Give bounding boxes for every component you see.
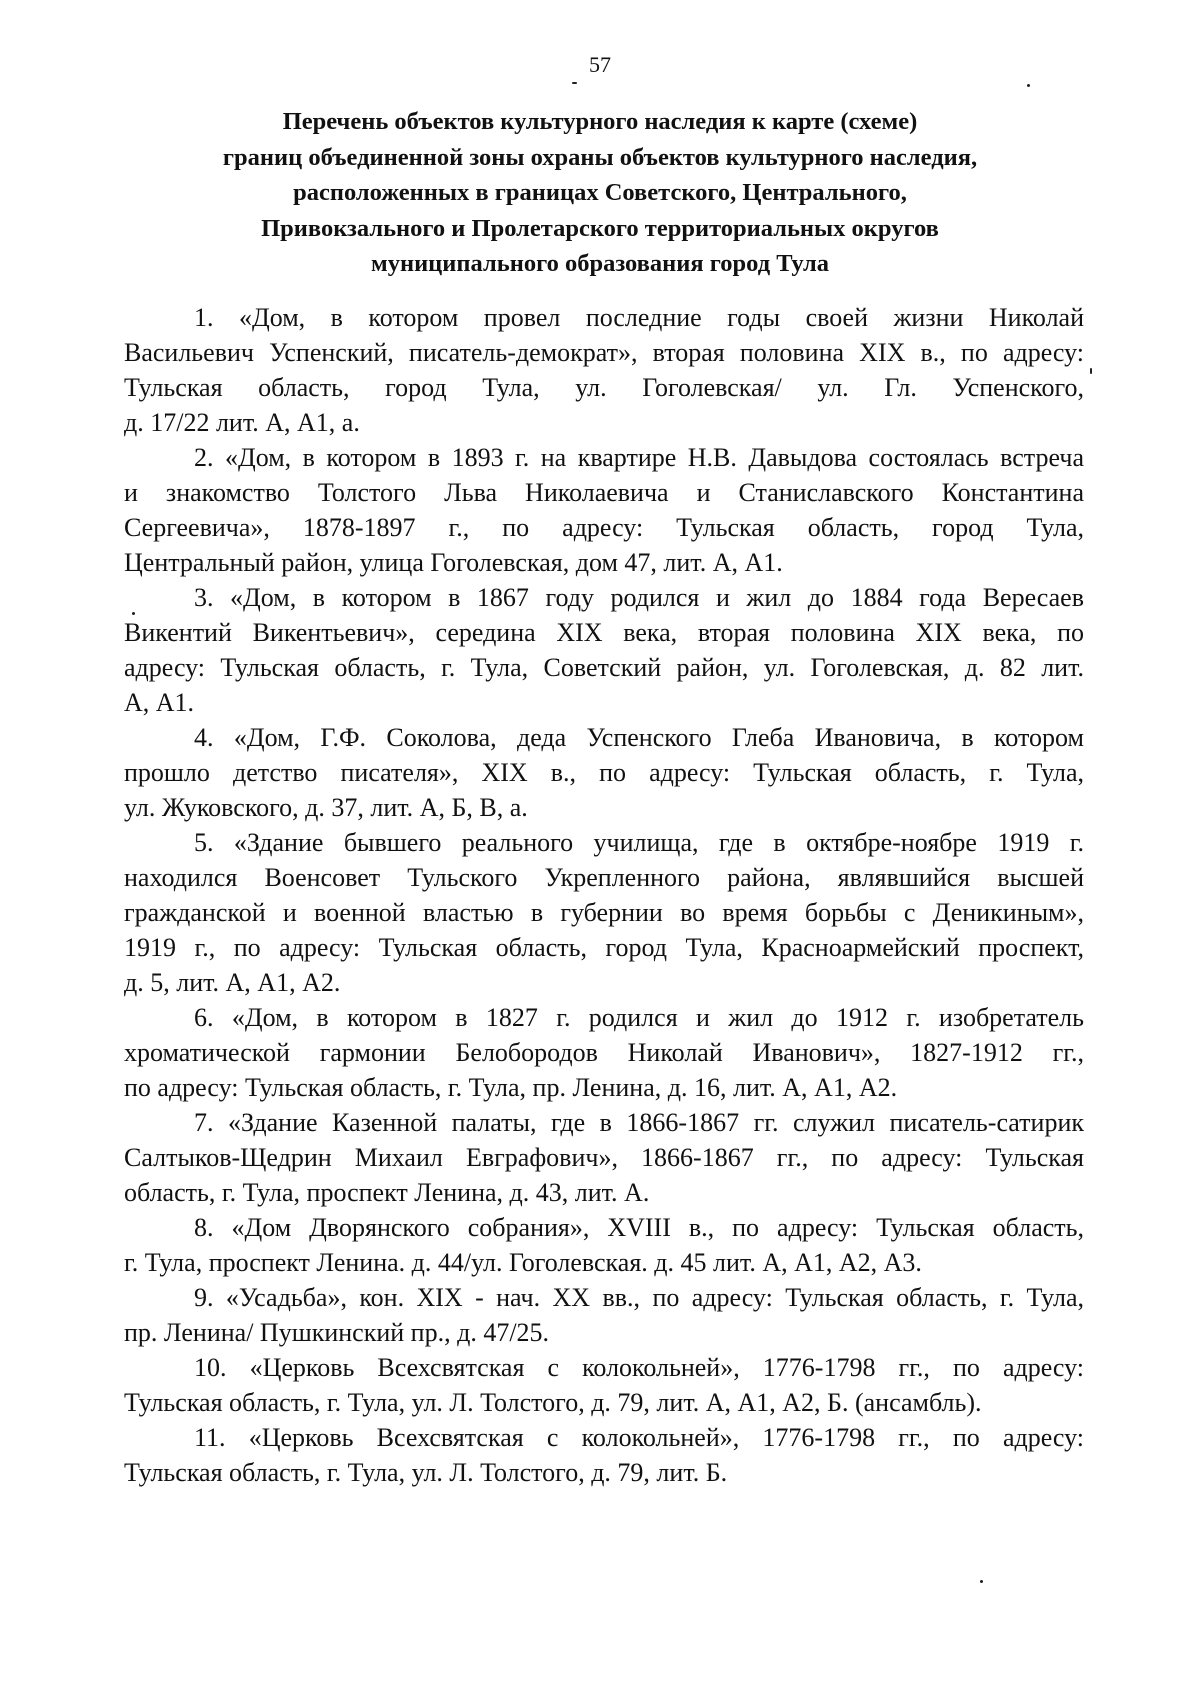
item-line: Салтыков-Щедрин Михаил Евграфович», 1866-1867 гг., по адресу: Тульская	[124, 1143, 1084, 1172]
item-line: 1919 г., по адресу: Тульская область, город Тула, Красноармейский проспект,	[124, 933, 1084, 962]
item-line: находился Военсовет Тульского Укрепленного района, являвшийся высшей	[124, 863, 1084, 892]
item-line: 10. «Церковь Всехсвятская с колокольней», 1776-1798 гг., по адресу:	[194, 1353, 1084, 1382]
item-line: 6. «Дом, в котором в 1827 г. родился и жил до 1912 г. изобретатель	[194, 1003, 1084, 1032]
item-line: прошло детство писателя», XIX в., по адресу: Тульская область, г. Тула,	[124, 758, 1084, 787]
item-line: по адресу: Тульская область, г. Тула, пр. Ленина, д. 16, лит. А, А1, А2.	[124, 1073, 898, 1102]
list-item	[124, 1105, 1084, 1210]
list-item	[124, 1350, 1084, 1420]
item-line: 1. «Дом, в котором провел последние годы своей жизни Николай	[194, 303, 1084, 332]
item-line: адресу: Тульская область, г. Тула, Советский район, ул. Гоголевская, д. 82 лит.	[124, 653, 1084, 682]
item-line: 8. «Дом Дворянского собрания», XVIII в., по адресу: Тульская область,	[194, 1213, 1084, 1242]
item-line: 9. «Усадьба», кон. XIX - нач. XX вв., по адресу: Тульская область, г. Тула,	[194, 1283, 1084, 1312]
item-line: ул. Жуковского, д. 37, лит. А, Б, В, а.	[124, 793, 528, 822]
item-line: Васильевич Успенский, писатель-демократ», вторая половина XIX в., по адресу:	[124, 338, 1084, 367]
item-line: 2. «Дом, в котором в 1893 г. на квартире Н.В. Давыдова состоялась встреча	[194, 443, 1084, 472]
item-line: область, г. Тула, проспект Ленина, д. 43, лит. А.	[124, 1178, 650, 1207]
heritage-objects-list	[124, 300, 1084, 1490]
item-line: г. Тула, проспект Ленина. д. 44/ул. Гоголевская. д. 45 лит. А, А1, А2, А3.	[124, 1248, 922, 1277]
item-line: д. 5, лит. А, А1, А2.	[124, 968, 341, 997]
item-line: гражданской и военной властью в губернии во время борьбы с Деникиным»,	[124, 898, 1084, 927]
item-line: и знакомство Толстого Льва Николаевича и Станиславского Константина	[124, 478, 1084, 507]
item-line: А, А1.	[124, 688, 195, 717]
item-line: 3. «Дом, в котором в 1867 году родился и жил до 1884 года Вересаев	[194, 583, 1084, 612]
scan-speck	[980, 1580, 983, 1583]
title-line: муниципального образования город Тула	[371, 250, 829, 277]
scan-speck	[132, 612, 135, 615]
list-item	[124, 1420, 1084, 1490]
scan-speck	[572, 82, 577, 84]
scan-speck	[1090, 368, 1092, 374]
list-item	[124, 1210, 1084, 1280]
item-line: 7. «Здание Казенной палаты, где в 1866-1867 гг. служил писатель-сатирик	[194, 1108, 1084, 1137]
item-line: Викентий Викентьевич», середина XIX века, вторая половина XIX века, по	[124, 618, 1084, 647]
item-line: Тульская область, город Тула, ул. Гоголевская/ ул. Гл. Успенского,	[124, 373, 1084, 402]
item-line: 5. «Здание бывшего реального училища, где в октябре-ноябре 1919 г.	[194, 828, 1084, 857]
page-number: 57	[589, 52, 611, 77]
title-line: границ объединенной зоны охраны объектов культурного наследия,	[222, 143, 978, 171]
title-line: Перечень объектов культурного наследия к карте (схеме)	[282, 108, 918, 135]
list-item	[124, 300, 1084, 440]
item-line: Сергеевича», 1878-1897 г., по адресу: Тульская область, город Тула,	[124, 513, 1084, 542]
scan-speck	[1027, 84, 1030, 87]
list-item	[124, 580, 1084, 720]
list-item	[124, 720, 1084, 825]
item-line: 4. «Дом, Г.Ф. Соколова, деда Успенского Глеба Ивановича, в котором	[194, 723, 1084, 752]
document-title	[120, 104, 1080, 282]
item-line: Тульская область, г. Тула, ул. Л. Толстого, д. 79, лит. А, А1, А2, Б. (ансамбль).	[124, 1388, 982, 1417]
item-line: д. 17/22 лит. А, А1, а.	[124, 408, 360, 437]
item-line: Центральный район, улица Гоголевская, дом 47, лит. А, А1.	[124, 548, 783, 577]
item-line: Тульская область, г. Тула, ул. Л. Толстого, д. 79, лит. Б.	[124, 1458, 728, 1487]
title-line: Привокзального и Пролетарского территориальных округов	[261, 214, 939, 242]
item-line: 11. «Церковь Всехсвятская с колокольней», 1776-1798 гг., по адресу:	[194, 1423, 1084, 1452]
list-item	[124, 440, 1084, 580]
list-item	[124, 1280, 1084, 1350]
list-item	[124, 825, 1084, 1000]
list-item	[124, 1000, 1084, 1105]
item-line: хроматической гармонии Белобородов Николай Иванович», 1827-1912 гг.,	[124, 1038, 1084, 1067]
item-line: пр. Ленина/ Пушкинский пр., д. 47/25.	[124, 1318, 550, 1347]
title-line: расположенных в границах Советского, Центрального,	[293, 179, 907, 206]
